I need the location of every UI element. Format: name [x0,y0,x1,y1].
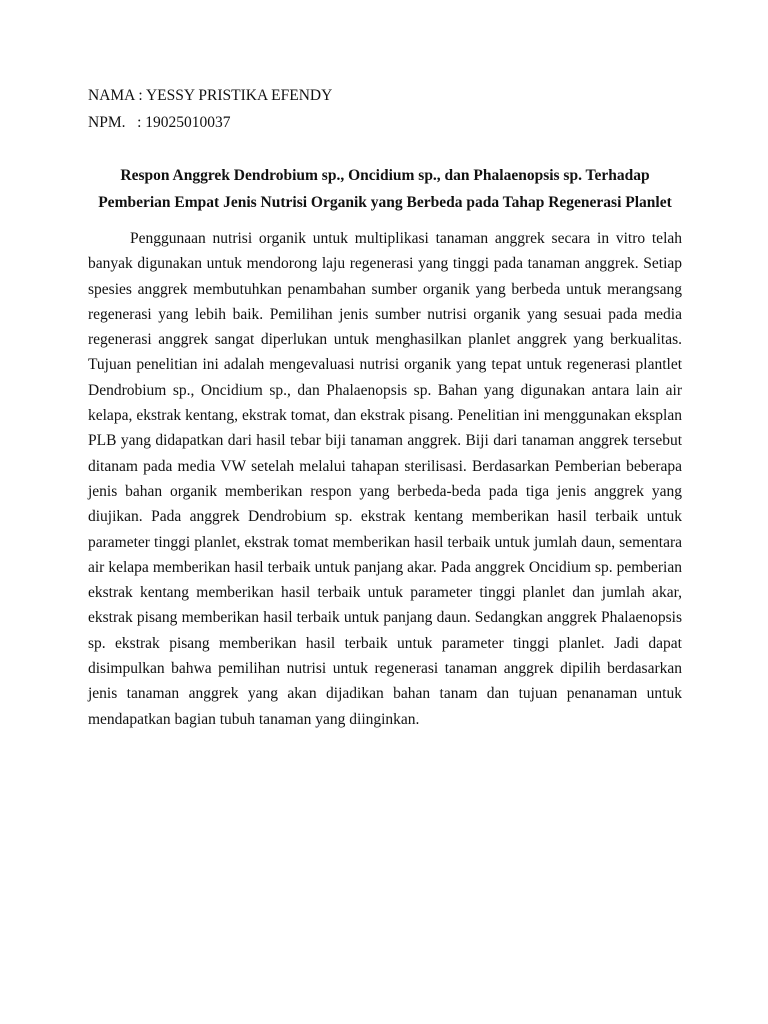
abstract-paragraph: Penggunaan nutrisi organik untuk multiplikasi tanaman anggrek secara in vitro telah banyak digunakan untuk mendorong laju regenerasi yang tinggi pada tanaman anggrek. Setiap spesies anggrek membutuhkan penambahan sumber organik yang berbeda untuk merangsang regenerasi yang lebih baik. Pemilihan jenis sumber nutrisi organik yang sesuai pada media regenerasi anggrek sangat diperlukan untuk menghasilkan planlet anggrek yang berkualitas. Tujuan penelitian ini adalah mengevaluasi nutrisi organik yang tepat untuk regenerasi plantlet Dendrobium sp., Oncidium sp., dan Phalaenopsis sp. Bahan yang digunakan antara lain air kelapa, ekstrak kentang, ekstrak tomat, dan ekstrak pisang. Penelitian ini menggunakan eksplan PLB yang didapatkan dari hasil tebar biji tanaman anggrek. Biji dari tanaman anggrek tersebut ditanam pada media VW setelah melalui tahapan sterilisasi. Berdasarkan Pemberian beberapa jenis bahan organik memberikan respon yang berbeda-beda pada tiga jenis anggrek yang diujikan. Pada anggrek Dendrobium sp. ekstrak kentang memberikan hasil terbaik untuk parameter tinggi planlet, ekstrak tomat memberikan hasil terbaik untuk jumlah daun, sementara air kelapa memberikan hasil terbaik untuk panjang akar. Pada anggrek Oncidium sp. pemberian ekstrak kentang memberikan hasil terbaik untuk parameter tinggi planlet dan jumlah akar, ekstrak pisang memberikan hasil terbaik untuk panjang daun. Sedangkan anggrek Phalaenopsis sp. ekstrak pisang memberikan hasil terbaik untuk parameter tinggi planlet. Jadi dapat disimpulkan bahwa pemilihan nutrisi untuk regenerasi tanaman anggrek dipilih berdasarkan jenis tanaman anggrek yang akan dijadikan bahan tanam dan tujuan penanaman untuk mendapatkan bagian tubuh tanaman yang diinginkan. [88,230,682,728]
document-title [88,162,682,216]
student-npm: NPM. : 19025010037 [88,114,231,131]
title-line-2: Pemberian Empat Jenis Nutrisi Organik yang Berbeda pada Tahap Regenerasi Planlet [98,194,672,211]
student-name: NAMA : YESSY PRISTIKA EFENDY [88,87,333,104]
title-line-1: Respon Anggrek Dendrobium sp., Oncidium sp., dan Phalaenopsis sp. Terhadap [120,167,650,184]
